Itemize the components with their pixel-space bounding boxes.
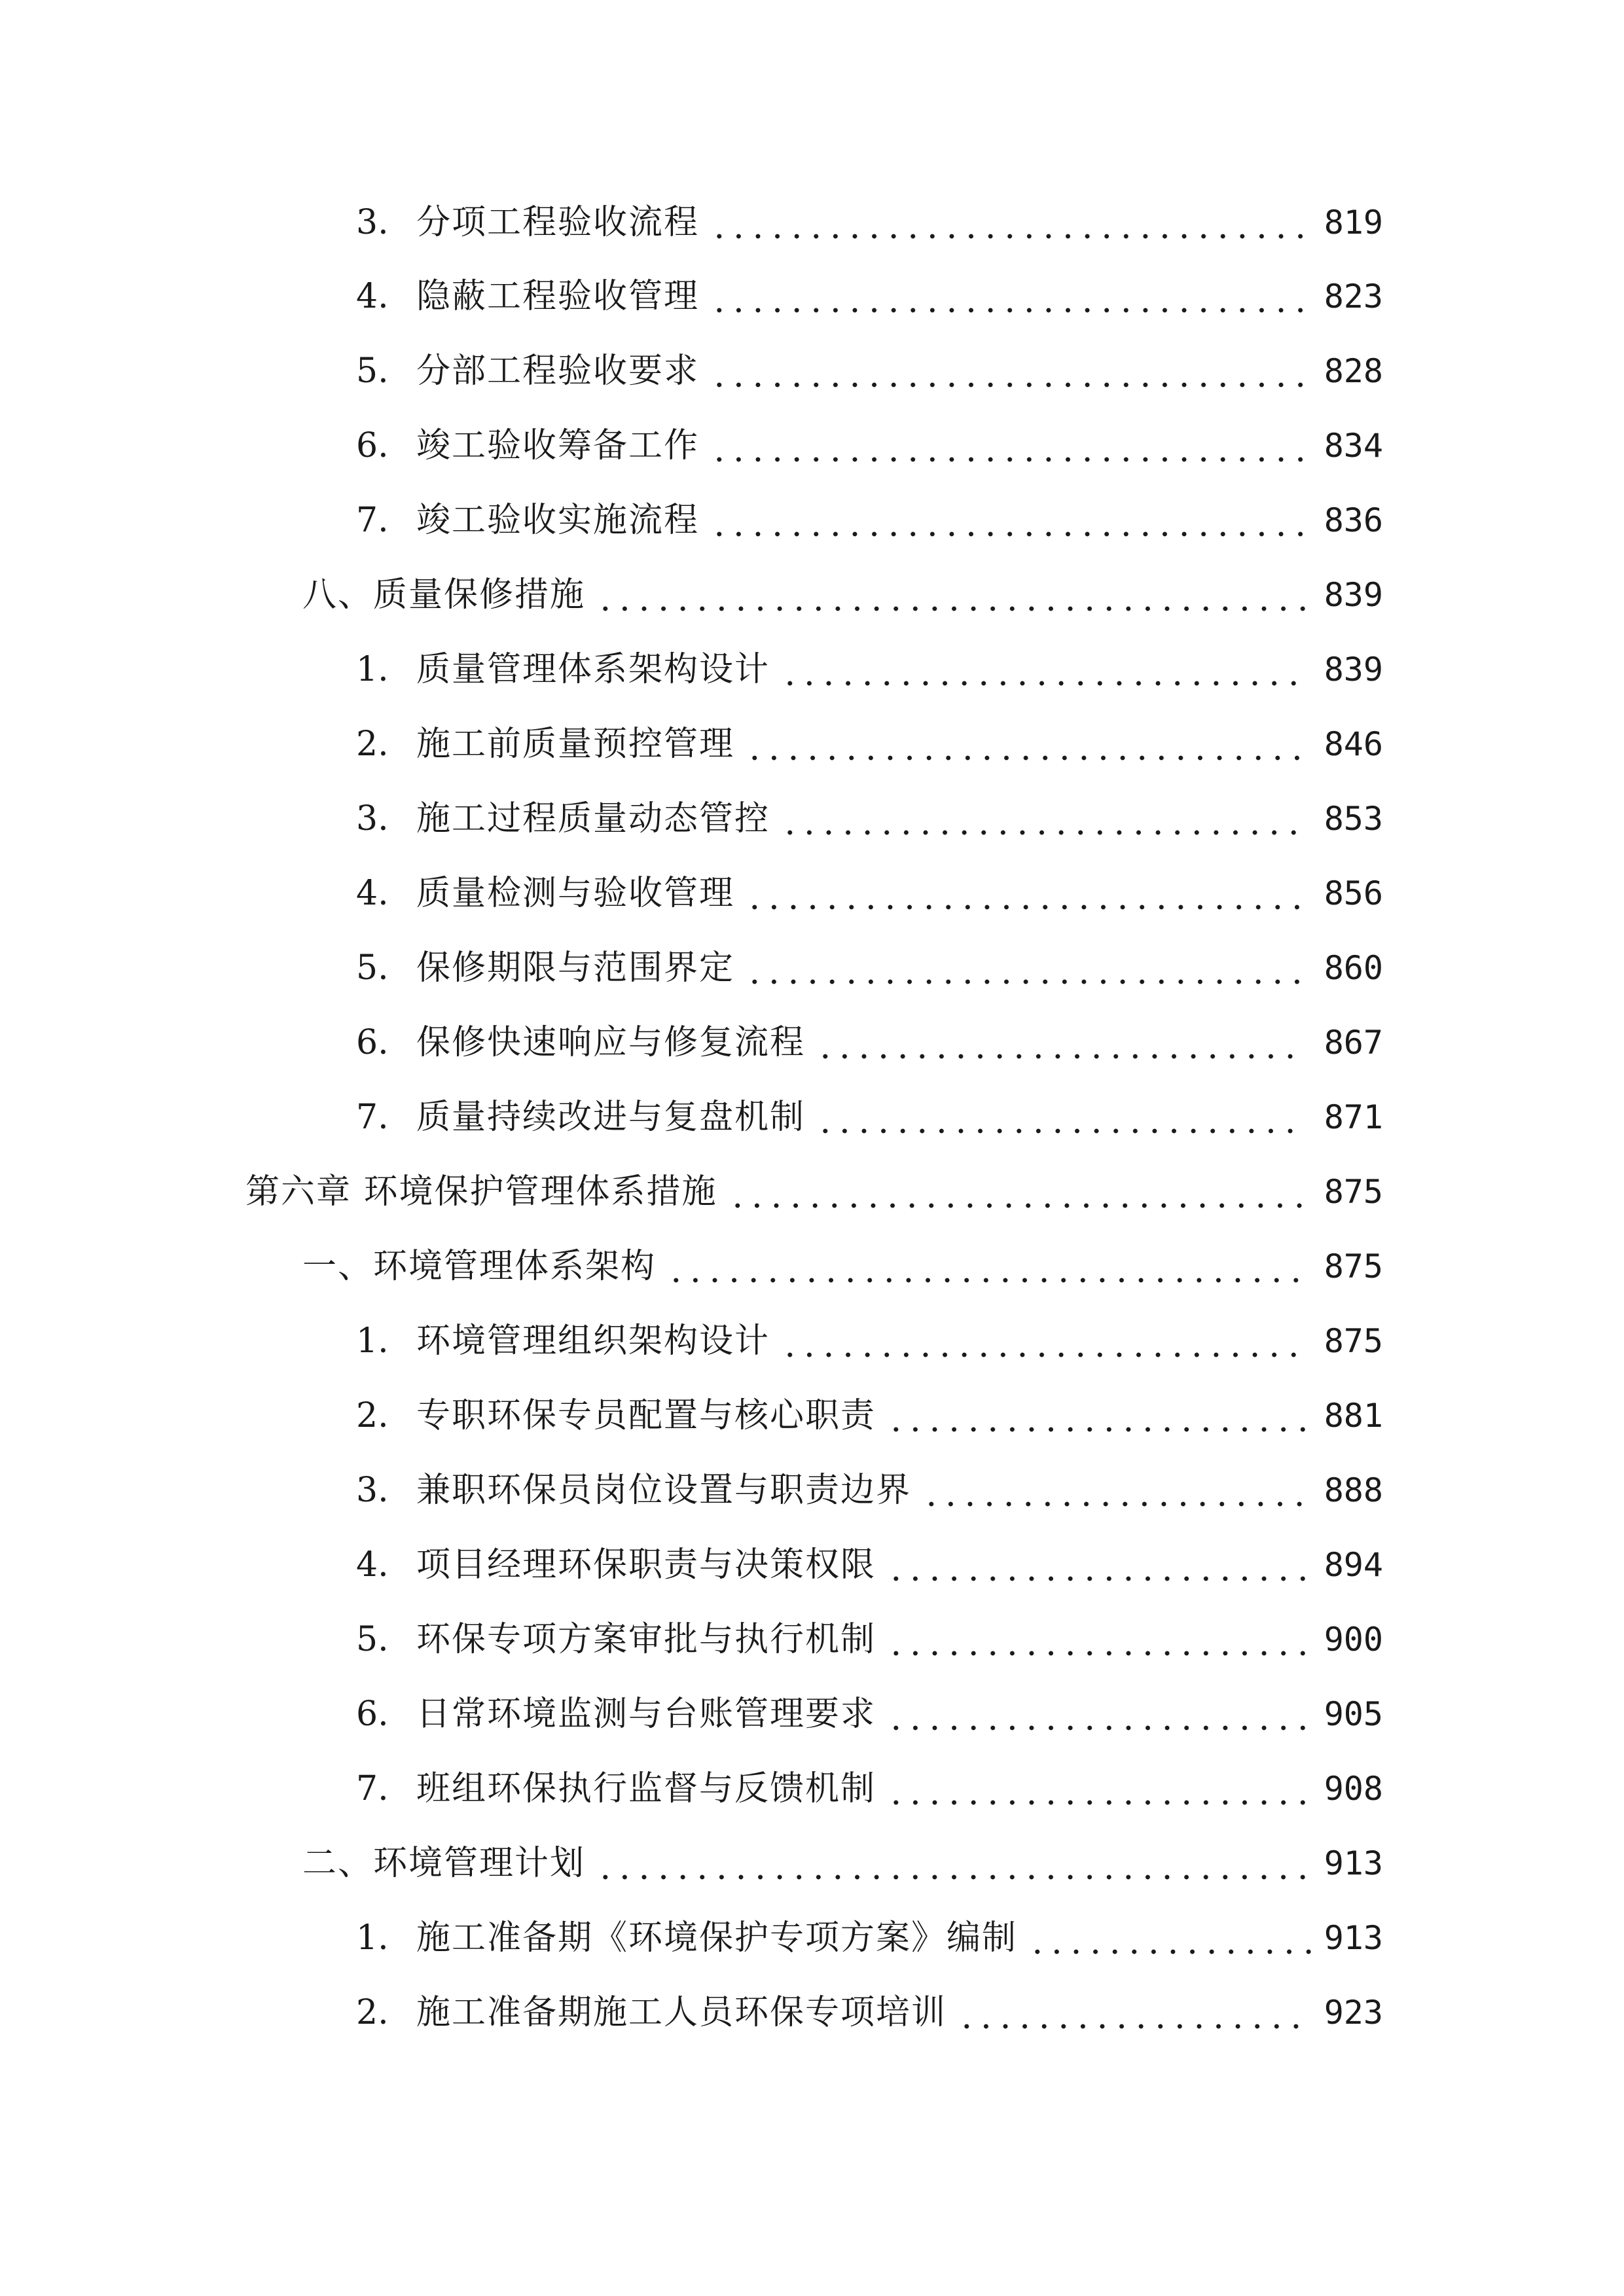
toc-entry-title: 保修期限与范围界定 (416, 948, 735, 988)
toc-entry-number: 5. (356, 351, 389, 391)
dot-leader (886, 1688, 1307, 1740)
dot-leader (745, 867, 1307, 920)
toc-entry-page: 913 (1324, 1919, 1383, 1957)
toc-entry-number: 1. (356, 650, 389, 689)
toc-entry[interactable] (356, 867, 1383, 920)
toc-entry-number: 1. (356, 1321, 389, 1361)
dot-leader (596, 569, 1307, 621)
toc-entry[interactable] (356, 718, 1383, 770)
toc-entry-page: 839 (1324, 651, 1383, 689)
toc-entry-title: 分项工程验收流程 (416, 203, 700, 242)
toc-entry-page: 913 (1324, 1844, 1383, 1882)
toc-entry-page: 923 (1324, 1994, 1383, 2032)
toc-entry-page: 846 (1324, 725, 1383, 763)
toc-entry-title: 质量管理体系架构设计 (416, 650, 770, 689)
toc-entry[interactable] (356, 1315, 1383, 1367)
dot-leader (957, 1986, 1307, 2039)
toc-entry-title: 第六章 环境保护管理体系措施 (245, 1172, 717, 1211)
toc-entry-number: 5. (356, 948, 389, 988)
toc-entry-number: 3. (356, 799, 389, 838)
toc-entry[interactable] (356, 1539, 1383, 1591)
toc-entry-number: 4. (356, 874, 389, 913)
toc-entry-page: 871 (1324, 1098, 1383, 1136)
toc-entry[interactable] (356, 1986, 1383, 2039)
dot-leader (922, 1464, 1307, 1516)
dot-leader (816, 1016, 1307, 1069)
toc-entry-page: 875 (1324, 1247, 1383, 1285)
toc-entry-title: 一、环境管理体系架构 (302, 1247, 657, 1286)
toc-entry-page: 875 (1324, 1173, 1383, 1211)
toc-entry-page: 836 (1324, 501, 1383, 539)
toc-entry-page: 819 (1324, 204, 1383, 242)
toc-entry-number: 2. (356, 1396, 389, 1435)
toc-chapter-entry[interactable] (245, 1166, 1383, 1218)
toc-entry[interactable] (356, 793, 1383, 845)
dot-leader (1028, 1912, 1320, 1964)
dot-leader (780, 1315, 1307, 1367)
dot-leader (745, 942, 1307, 994)
toc-entry[interactable] (356, 1464, 1383, 1516)
toc-entry-title: 项目经理环保职责与决策权限 (416, 1545, 876, 1585)
toc-entry-title: 班组环保执行监督与反馈机制 (416, 1769, 876, 1808)
toc-entry-page: 894 (1324, 1546, 1383, 1584)
toc-entry-title: 竣工验收筹备工作 (416, 426, 700, 465)
toc-entry-title: 施工前质量预控管理 (416, 725, 735, 764)
toc-entry-number: 6. (356, 1023, 389, 1062)
toc-section-entry[interactable] (302, 1837, 1383, 1890)
dot-leader (886, 1390, 1307, 1442)
toc-entry-number: 4. (356, 277, 389, 316)
toc-entry-page: 905 (1324, 1695, 1383, 1733)
toc-entry-title: 保修快速响应与修复流程 (416, 1023, 806, 1062)
toc-entry-number: 2. (356, 1993, 389, 2032)
toc-entry-page: 834 (1324, 427, 1383, 465)
toc-entry-title: 质量持续改进与复盘机制 (416, 1098, 806, 1137)
toc-entry-title: 竣工验收实施流程 (416, 501, 700, 540)
toc-entry-page: 900 (1324, 1621, 1383, 1659)
toc-entry-title: 质量检测与验收管理 (416, 874, 735, 913)
dot-leader (710, 494, 1307, 547)
toc-entry-title: 施工准备期施工人员环保专项培训 (416, 1993, 947, 2032)
toc-entry-title: 专职环保专员配置与核心职责 (416, 1396, 876, 1435)
toc-entry-page: 823 (1324, 278, 1383, 315)
toc-entry-title: 施工过程质量动态管控 (416, 799, 770, 838)
toc-entry-page: 867 (1324, 1024, 1383, 1062)
toc-entry-title: 环境管理组织架构设计 (416, 1321, 770, 1361)
dot-leader (728, 1166, 1307, 1218)
dot-leader (745, 718, 1307, 770)
toc-entry[interactable] (356, 1390, 1383, 1442)
toc-entry-page: 888 (1324, 1471, 1383, 1509)
toc-entry-title: 日常环境监测与台账管理要求 (416, 1695, 876, 1734)
toc-entry-page: 875 (1324, 1322, 1383, 1360)
dot-leader (886, 1613, 1307, 1666)
toc-entry-title: 施工准备期《环境保护专项方案》编制 (416, 1918, 1018, 1958)
toc-entry[interactable] (356, 942, 1383, 994)
toc-entry[interactable] (356, 1688, 1383, 1740)
toc-entry-number: 7. (356, 1769, 389, 1808)
toc-entry[interactable] (356, 196, 1383, 249)
toc-entry-number: 3. (356, 1471, 389, 1510)
toc-entry-number: 6. (356, 1695, 389, 1734)
toc-entry-number: 7. (356, 1098, 389, 1137)
toc-entry-title: 隐蔽工程验收管理 (416, 277, 700, 316)
toc-entry-page: 860 (1324, 949, 1383, 987)
dot-leader (710, 196, 1307, 249)
toc-entry-page: 839 (1324, 576, 1383, 614)
toc-entry-page: 828 (1324, 352, 1383, 390)
toc-entry-title: 环保专项方案审批与执行机制 (416, 1620, 876, 1659)
toc-entry[interactable] (356, 1091, 1383, 1143)
dot-leader (710, 270, 1307, 323)
toc-entry[interactable] (356, 494, 1383, 547)
dot-leader (816, 1091, 1307, 1143)
toc-section-entry[interactable] (302, 569, 1383, 621)
toc-entry-number: 3. (356, 203, 389, 242)
toc-entry-title: 兼职环保员岗位设置与职责边界 (416, 1471, 912, 1510)
toc-entry-number: 4. (356, 1545, 389, 1585)
toc-entry[interactable] (356, 1016, 1383, 1069)
toc-entry-page: 853 (1324, 800, 1383, 838)
toc-entry-number: 1. (356, 1918, 389, 1958)
dot-leader (710, 345, 1307, 397)
toc-entry-page: 881 (1324, 1397, 1383, 1435)
toc-entry-number: 6. (356, 426, 389, 465)
toc-entry[interactable] (356, 1613, 1383, 1666)
toc-entry-title: 分部工程验收要求 (416, 351, 700, 391)
dot-leader (886, 1763, 1307, 1815)
toc-entry[interactable] (356, 1912, 1383, 1964)
toc-entry-title: 八、质量保修措施 (302, 575, 586, 615)
dot-leader (780, 793, 1307, 845)
toc-entry-page: 908 (1324, 1770, 1383, 1808)
dot-leader (596, 1837, 1307, 1890)
toc-entry[interactable] (356, 1763, 1383, 1815)
toc-entry[interactable] (356, 270, 1383, 323)
toc-entry-number: 2. (356, 725, 389, 764)
dot-leader (710, 420, 1307, 472)
toc-entry-number: 7. (356, 501, 389, 540)
toc-entry[interactable] (356, 420, 1383, 472)
dot-leader (780, 643, 1307, 696)
toc-entry[interactable] (356, 643, 1383, 696)
toc-entry-page: 856 (1324, 874, 1383, 912)
toc-section-entry[interactable] (302, 1240, 1383, 1293)
toc-entry[interactable] (356, 345, 1383, 397)
toc-entry-title: 二、环境管理计划 (302, 1844, 586, 1883)
dot-leader (886, 1539, 1307, 1591)
dot-leader (666, 1240, 1307, 1293)
toc-entry-number: 5. (356, 1620, 389, 1659)
